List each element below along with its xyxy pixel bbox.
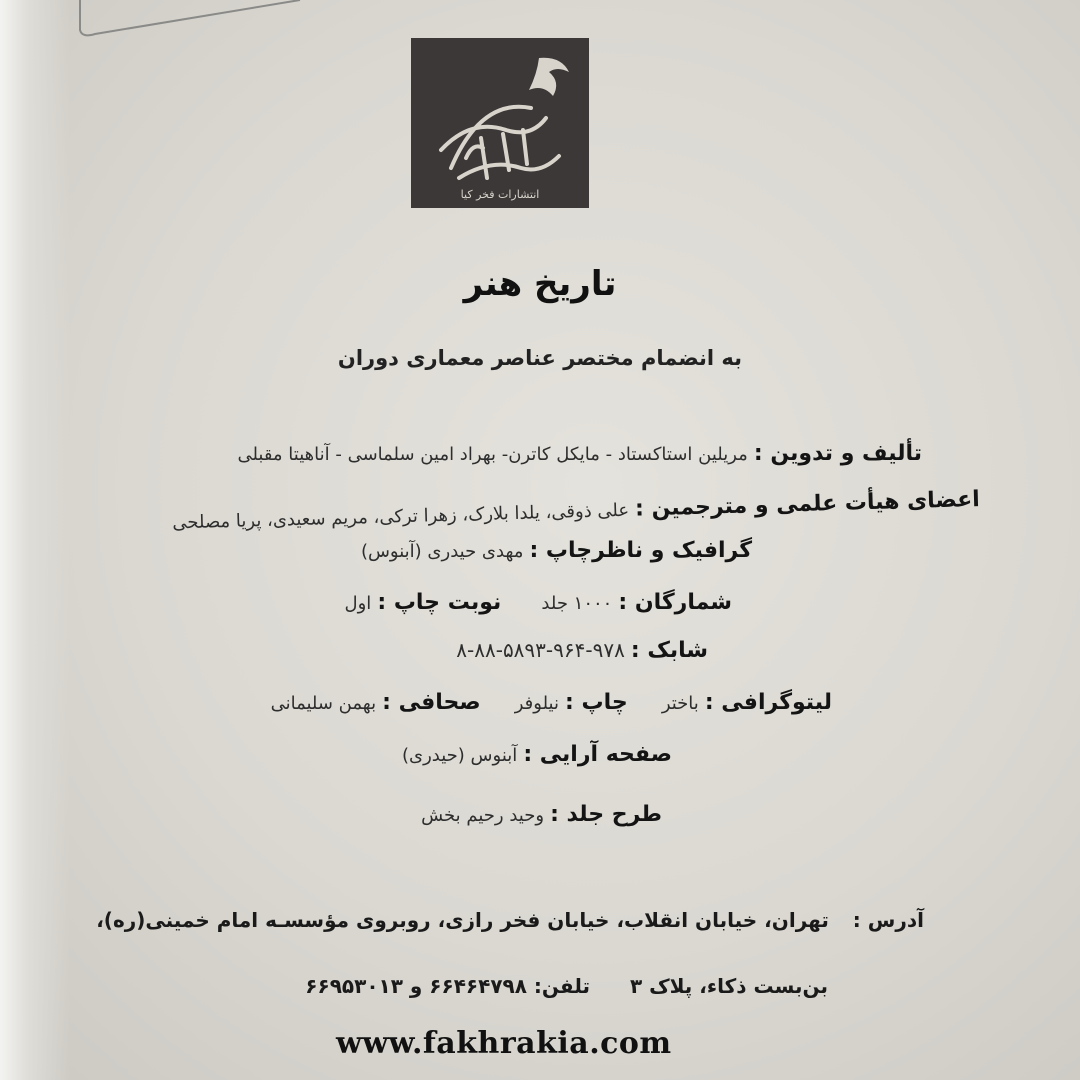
address-street: تهران، خیابان انقلاب، خیابان فخر رازی، روبروی مؤسسـه امام خمینی(ره)، (96, 908, 829, 932)
svg-text:انتشارات فخر کیا: انتشارات فخر کیا (460, 188, 540, 201)
layout-label: صفحه آرایی : (523, 742, 672, 767)
book-title: تاریخ هنر (463, 264, 617, 304)
circulation-value: ۱۰۰۰ جلد (541, 593, 613, 614)
binding-value: بهمن سلیمانی (270, 693, 377, 714)
phone-value: ۶۶۴۶۴۷۹۸ و ۶۶۹۵۳۰۱۳ (305, 974, 527, 998)
authors-label: تألیف و تدوین : (753, 441, 922, 466)
binding-label: صحافی : (382, 690, 481, 715)
book-subtitle: به انضمام مختصر عناصر معماری دوران (337, 346, 743, 370)
cover-line (421, 802, 662, 827)
graphic-value: مهدی حیدری (آبنوس) (360, 541, 524, 562)
edition-label: نوبت چاپ : (377, 590, 502, 615)
isbn-value: ۹۷۸-۹۶۴-۵۸۹۳-۸۸-۸ (456, 638, 625, 662)
print-label: چاپ : (565, 690, 628, 715)
board-label: اعضای هیأت علمی و مترجمین : (635, 487, 981, 522)
layout-line (402, 742, 672, 767)
circulation-line (345, 590, 732, 615)
publisher-logo-icon (411, 38, 589, 208)
litho-value: باختر (661, 693, 699, 714)
phone-label: تلفن: (533, 974, 590, 998)
isbn-line (456, 638, 708, 663)
layout-value: آبنوس (حیدری) (402, 745, 518, 766)
address-alley: بن‌بست ذکاء، پلاک ۳ (629, 974, 828, 998)
litho-label: لیتوگرافی : (704, 690, 832, 715)
edition-value: اول (344, 593, 372, 614)
printing-line (271, 690, 832, 715)
website-url: www.fakhrakia.com (336, 1026, 672, 1061)
print-value: نیلوفر (514, 693, 559, 714)
graphic-line (361, 538, 752, 563)
board-line (172, 487, 980, 535)
publisher-logo (411, 38, 589, 208)
address-label: آدرس : (852, 908, 924, 932)
circulation-label: شمارگان : (618, 590, 732, 615)
authors-value: مریلین استاکستاد - مایکل کاترن- بهراد امین سلماسی - آناهیتا مقبلی (237, 444, 748, 465)
isbn-label: شابک : (630, 638, 708, 663)
page-binding-shadow (0, 0, 70, 1080)
address-line-1 (96, 908, 924, 932)
board-value: علی ذوقی، یلدا بلارک، زهرا ترکی، مریم سعیدی، پریا مصلحی (172, 499, 630, 534)
authors-line (237, 441, 922, 466)
cover-value: وحید رحیم بخش (421, 805, 545, 826)
graphic-label: گرافیک و ناظرچاپ : (529, 538, 752, 563)
cover-label: طرح جلد : (550, 802, 662, 827)
address-line-2 (305, 974, 828, 998)
